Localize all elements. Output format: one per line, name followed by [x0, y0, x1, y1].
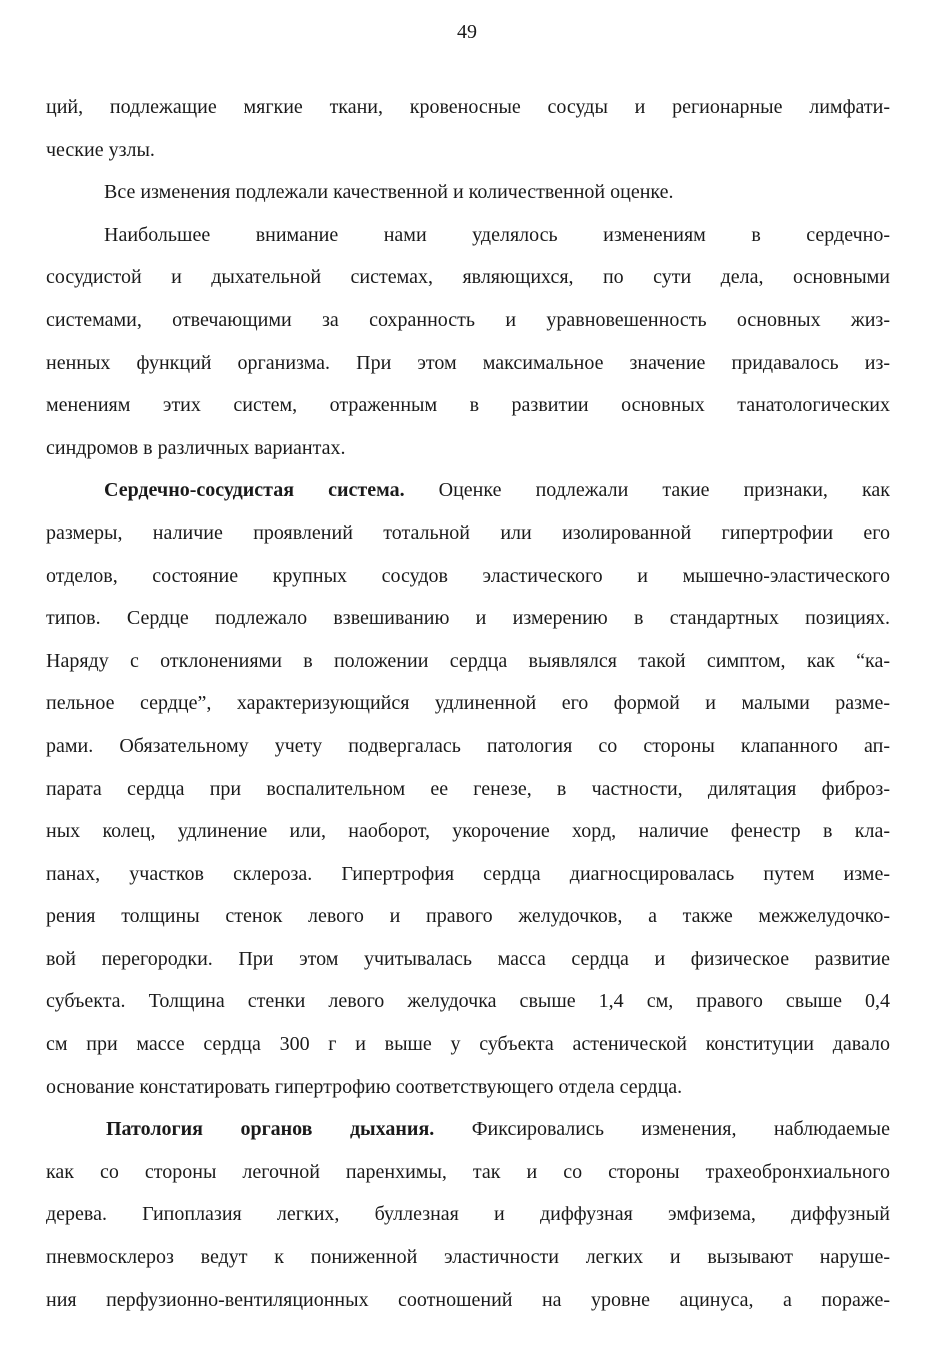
- document-body: [46, 86, 890, 1321]
- heading-continuation: Оценке подлежали такие признаки, как: [404, 479, 890, 502]
- text-line: панах, участков склероза. Гипертрофия сердца диагносцировалась путем изме-: [46, 862, 890, 885]
- text-line: размеры, наличие проявлений тотальной или изолированной гипертрофии его: [46, 521, 890, 544]
- text-line: субъекта. Толщина стенки левого желудочка свыше 1,4 см, правого свыше 0,4: [46, 990, 890, 1013]
- text-line: см при массе сердца 300 г и выше у субъекта астенической конституции давало: [46, 1033, 890, 1056]
- text-line: системами, отвечающими за сохранность и уравновешенность основных жиз-: [46, 308, 890, 331]
- text-line: рения толщины стенок левого и правого желудочков, а также межжелудочко-: [46, 905, 890, 928]
- text-line: пневмосклероз ведут к пониженной эластичности легких и вызывают наруше-: [46, 1246, 890, 1269]
- paragraph: [46, 469, 890, 1108]
- paragraph: [46, 1108, 890, 1321]
- text-line: Все изменения подлежали качественной и количественной оценке.: [104, 181, 674, 204]
- text-line: дерева. Гипоплазия легких, буллезная и диффузная эмфизема, диффузный: [46, 1203, 890, 1226]
- paragraph: [46, 214, 890, 470]
- text-line: ненных функций организма. При этом максимальное значение придавалось из-: [46, 351, 890, 374]
- text-line: рами. Обязательному учету подвергалась патология со стороны клапанного ап-: [46, 734, 890, 757]
- page-number: 49: [457, 21, 477, 43]
- text-line: Наибольшее внимание нами уделялось изменениям в сердечно-: [104, 223, 890, 246]
- text-line: как со стороны легочной паренхимы, так и со стороны трахеобронхиального: [46, 1160, 890, 1183]
- text-line: Наряду с отклонениями в положении сердца выявлялся такой симптом, как “ка-: [46, 649, 890, 672]
- text-line: ций, подлежащие мягкие ткани, кровеносные сосуды и регионарные лимфати-: [46, 96, 890, 118]
- text-line: типов. Сердце подлежало взвешиванию и измерению в стандартных позициях.: [46, 607, 890, 630]
- text-line: ных колец, удлинение или, наоборот, укорочение хорд, наличие фенестр в кла-: [46, 820, 890, 843]
- text-line: ния перфузионно-вентиляционных соотношений на уровне ацинуса, а пораже-: [46, 1288, 890, 1311]
- text-line: пельное сердце”, характеризующийся удлиненной его формой и малыми разме-: [46, 692, 890, 715]
- text-line: парата сердца при воспалительном ее генезе, в частности, дилятация фиброз-: [46, 777, 890, 800]
- heading-continuation: Фиксировались изменения, наблюдаемые: [434, 1118, 890, 1141]
- text-line: ческие узлы.: [46, 138, 155, 161]
- text-line: менениям этих систем, отраженным в развитии основных танатологических: [46, 394, 890, 417]
- section-heading: Сердечно-сосудистая система.: [104, 479, 405, 502]
- text-line: вой перегородки. При этом учитывалась масса сердца и физическое развитие: [46, 947, 890, 970]
- text-line: [46, 469, 890, 512]
- paragraph: [46, 86, 890, 171]
- text-line: [46, 1108, 890, 1151]
- section-heading: Патология органов дыхания.: [106, 1118, 435, 1141]
- text-line: отделов, состояние крупных сосудов эластического и мышечно-эластического: [46, 564, 890, 587]
- paragraph: [46, 171, 890, 214]
- text-line: основание констатировать гипертрофию соответствующего отдела сердца.: [46, 1075, 683, 1098]
- text-line: сосудистой и дыхательной системах, являющихся, по сути дела, основными: [46, 266, 890, 289]
- text-line: синдромов в различных вариантах.: [46, 436, 346, 459]
